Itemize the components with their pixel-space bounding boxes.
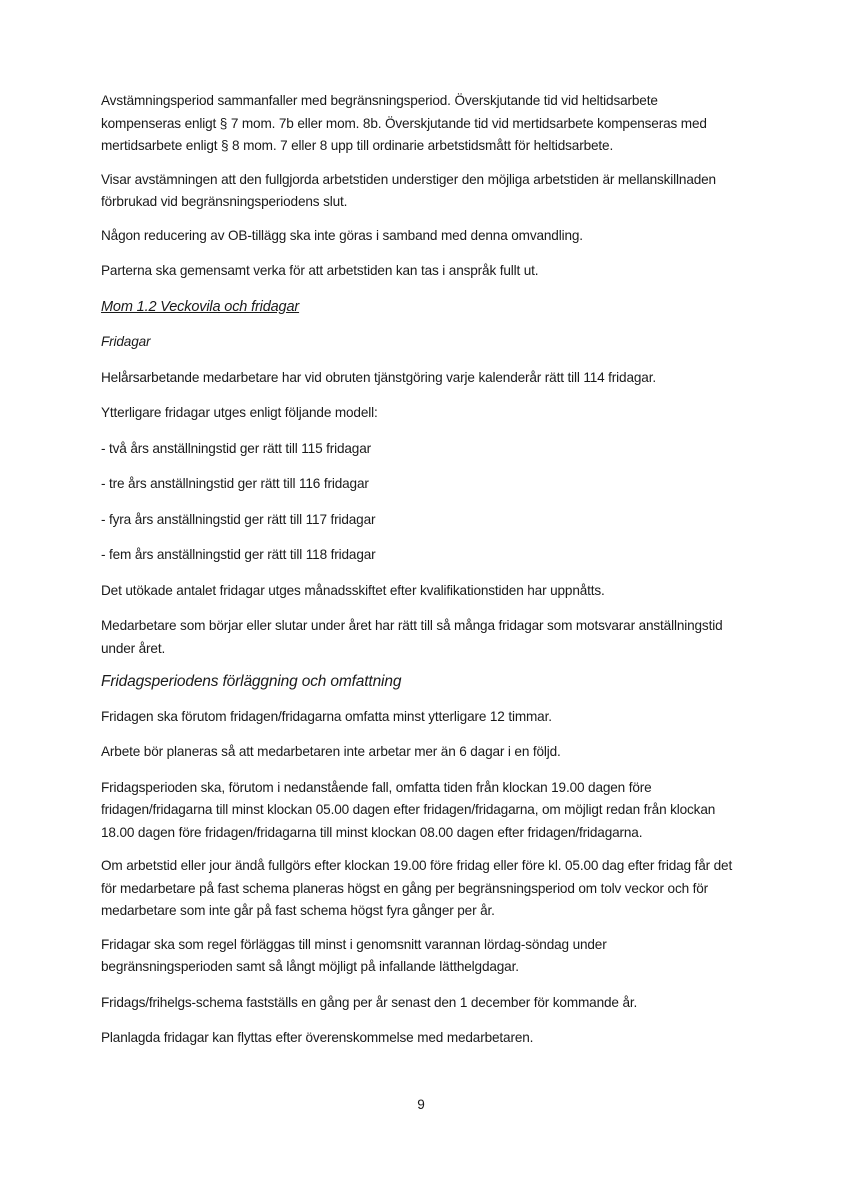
section-heading-mom-1-2: Mom 1.2 Veckovila och fridagar <box>101 298 300 315</box>
paragraph-fridagar-forlaggas: Fridagar ska som regel förläggas till minst i genomsnitt varannan lördag-söndag under begränsningsperioden samt så långt möjligt på infallande lätthelgdagar. <box>101 936 607 974</box>
paragraph-arbete-planeras: Arbete bör planeras så att medarbetaren inte arbetar mer än 6 dagar i en följd. <box>101 744 561 759</box>
subheading-fridagsperiodens-forlaggning: Fridagsperiodens förläggning och omfattning <box>101 673 402 690</box>
list-item-tre-ars: - tre års anställningstid ger rätt till 116 fridagar <box>101 476 369 491</box>
paragraph-utokade-antalet: Det utökade antalet fridagar utges månadsskiftet efter kvalifikationstiden har uppnåtts. <box>101 582 605 598</box>
paragraph-ytterligare-fridagar: Ytterligare fridagar utges enligt följande modell: <box>101 405 378 420</box>
page-content <box>101 90 741 1050</box>
paragraph-fridagen-omfatta: Fridagen ska förutom fridagen/fridagarna omfatta minst ytterligare 12 timmar. <box>101 708 552 724</box>
paragraph-fridagsperioden: Fridagsperioden ska, förutom i nedanstående fall, omfatta tiden från klockan 19.00 dagen före fridagen/fridagarna till minst klockan 05.00 dagen efter fridagen/fridagarna, om möjligt redan från klockan 18.00 dagen före fridagen/fridagarna till minst klockan 08.00 dagen efter fridagen/fridagarna. <box>101 779 716 840</box>
page-number: 9 <box>417 1097 425 1112</box>
list-item-fyra-ars: - fyra års anställningstid ger rätt till 117 fridagar <box>101 511 376 527</box>
list-item-fem-ars: - fem års anställningstid ger rätt till 118 fridagar <box>101 547 376 562</box>
paragraph-om-arbetstid: Om arbetstid eller jour ändå fullgörs efter klockan 19.00 före fridag eller före kl. 05.00 dag efter fridag får det för medarbetare på fast schema planeras högst en gång per begränsningsperiod om tolv veckor och för medarbetare som inte går på fast schema högst fyra gånger per år. <box>101 858 733 918</box>
paragraph-ob-tillagg: Någon reducering av OB-tillägg ska inte göras i samband med denna omvandling. <box>101 227 583 243</box>
paragraph-planlagda-fridagar: Planlagda fridagar kan flyttas efter överenskommelse med medarbetaren. <box>101 1030 534 1045</box>
paragraph-parterna: Parterna ska gemensamt verka för att arbetstiden kan tas i anspråk fullt ut. <box>101 263 539 278</box>
paragraph-visar-avstamningen: Visar avstämningen att den fullgjorda arbetstiden understiger den möjliga arbetstiden är mellanskillnaden förbrukad vid begränsningsperiodens slut. <box>101 171 716 209</box>
paragraph-avstamningsperiod: Avstämningsperiod sammanfaller med begränsningsperiod. Överskjutande tid vid heltidsarbete kompenseras enligt § 7 mom. 7b eller mom. 8b. Överskjutande tid vid mertidsarbete kompenseras med mertidsarbete enligt § 8 mom. 7 eller 8 upp till ordinarie arbetstidsmått för heltidsarbete. <box>101 93 707 153</box>
paragraph-medarbetare-borjar: Medarbetare som börjar eller slutar under året har rätt till så många fridagar som motsvarar anställningstid under året. <box>101 618 723 656</box>
paragraph-fridagsschema: Fridags/frihelgs-schema fastställs en gång per år senast den 1 december för kommande år. <box>101 994 638 1010</box>
list-item-tva-ars: - två års anställningstid ger rätt till 115 fridagar <box>101 440 371 456</box>
subheading-fridagar: Fridagar <box>101 334 151 349</box>
paragraph-helarsarbetande: Helårsarbetande medarbetare har vid obruten tjänstgöring varje kalenderår rätt till 114 fridagar. <box>101 369 656 385</box>
